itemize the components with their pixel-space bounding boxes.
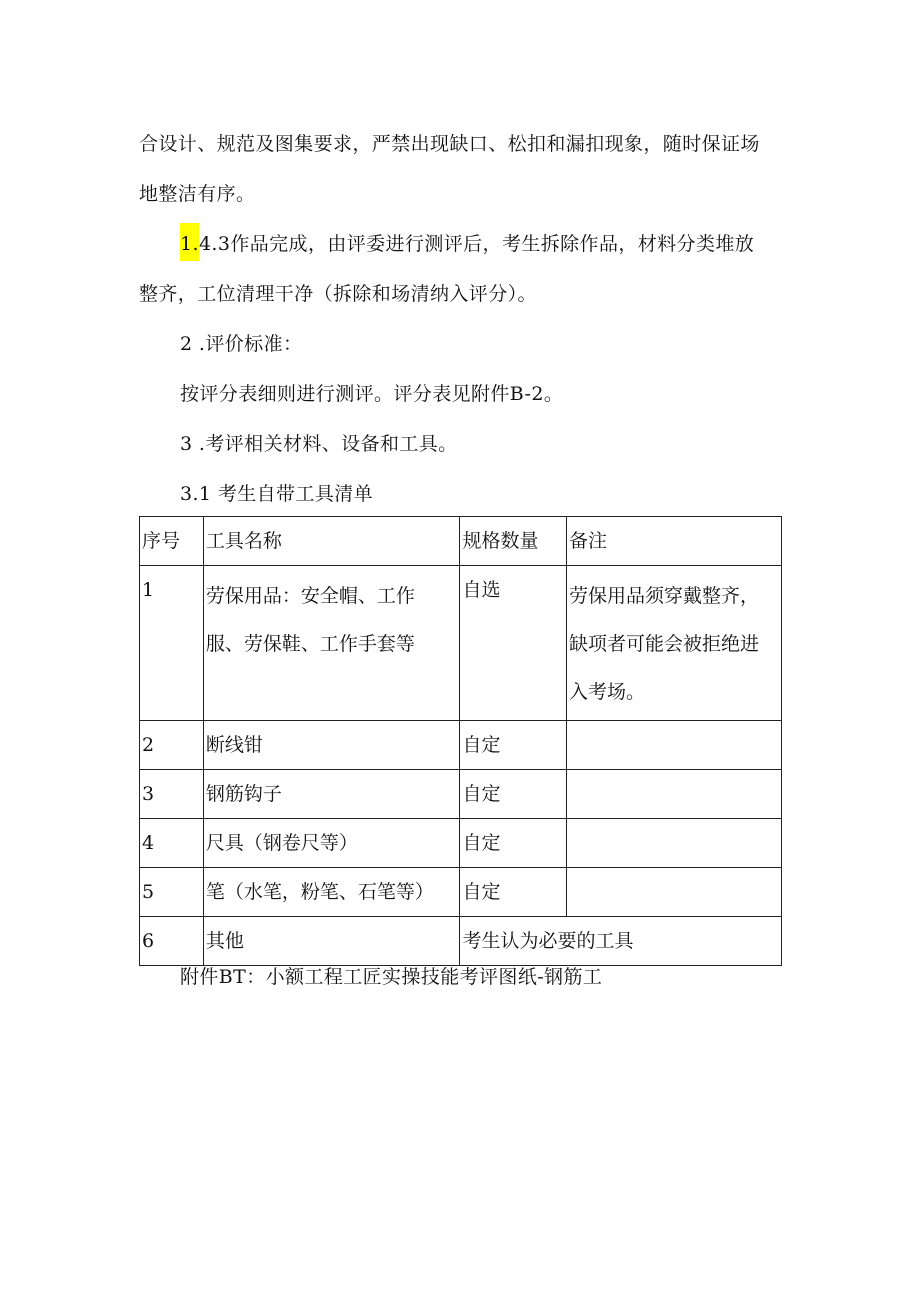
cell-note-line: 缺项者可能会被拒绝进 xyxy=(568,633,759,655)
tool-list-table xyxy=(139,516,782,966)
table-row xyxy=(140,770,782,819)
header-note: 备注 xyxy=(566,517,781,566)
cell-spec: 自定 xyxy=(460,868,566,917)
cell-no: 3 xyxy=(140,770,204,819)
cell-no: 2 xyxy=(140,721,204,770)
paragraph-2-line-2: 整齐，工位清理干净（拆除和场清纳入评分）。 xyxy=(139,283,537,305)
cell-no: 1 xyxy=(140,566,204,721)
table-row xyxy=(140,819,782,868)
section-3-1-heading: 3.1 考生自带工具清单 xyxy=(180,483,374,505)
paragraph-1-line-1: 合设计、规范及图集要求，严禁出现缺口、松扣和漏扣现象，随时保证场 xyxy=(139,133,760,155)
cell-note xyxy=(566,566,781,721)
cell-spec: 自定 xyxy=(460,770,566,819)
cell-name: 尺具（钢卷尺等） xyxy=(203,819,460,868)
header-spec: 规格数量 xyxy=(460,517,566,566)
table-header-row xyxy=(140,517,782,566)
cell-spec: 自定 xyxy=(460,721,566,770)
table-row xyxy=(140,868,782,917)
cell-no: 4 xyxy=(140,819,204,868)
cell-name xyxy=(203,566,460,721)
header-name: 工具名称 xyxy=(203,517,460,566)
cell-note xyxy=(566,819,781,868)
table-row xyxy=(140,721,782,770)
paragraph-2-line-1-text: 4.3作品完成，由评委进行测评后，考生拆除作品，材料分类堆放 xyxy=(198,233,755,255)
cell-name: 钢筋钩子 xyxy=(203,770,460,819)
header-no: 序号 xyxy=(140,517,204,566)
table-row xyxy=(140,566,782,721)
cell-note-line: 劳保用品须穿戴整齐， xyxy=(568,585,759,607)
highlighted-text: 1. xyxy=(180,223,199,261)
table-row xyxy=(140,917,782,966)
cell-name-line: 服、劳保鞋、工作手套等 xyxy=(205,633,415,655)
cell-spec: 自定 xyxy=(460,819,566,868)
cell-spec: 自选 xyxy=(460,566,566,721)
cell-name: 断线钳 xyxy=(203,721,460,770)
cell-note-line: 入考场。 xyxy=(568,681,645,703)
cell-note xyxy=(566,721,781,770)
cell-name: 其他 xyxy=(203,917,460,966)
cell-note xyxy=(566,770,781,819)
section-2-heading: 2 .评价标准： xyxy=(180,333,303,355)
paragraph-4: 按评分表细则进行测评。评分表见附件B-2。 xyxy=(180,383,564,405)
cell-no: 5 xyxy=(140,868,204,917)
cell-spec-note-merged: 考生认为必要的工具 xyxy=(460,917,782,966)
section-3-heading: 3 .考评相关材料、设备和工具。 xyxy=(180,433,458,455)
attachment-footer: 附件BT：小额工程工匠实操技能考评图纸-钢筋工 xyxy=(180,966,603,988)
cell-note xyxy=(566,868,781,917)
paragraph-2-line-1 xyxy=(180,231,754,257)
cell-name-line: 劳保用品：安全帽、工作 xyxy=(205,585,415,607)
cell-name: 笔（水笔，粉笔、石笔等） xyxy=(203,868,460,917)
paragraph-1-line-2: 地整洁有序。 xyxy=(139,183,256,205)
cell-no: 6 xyxy=(140,917,204,966)
